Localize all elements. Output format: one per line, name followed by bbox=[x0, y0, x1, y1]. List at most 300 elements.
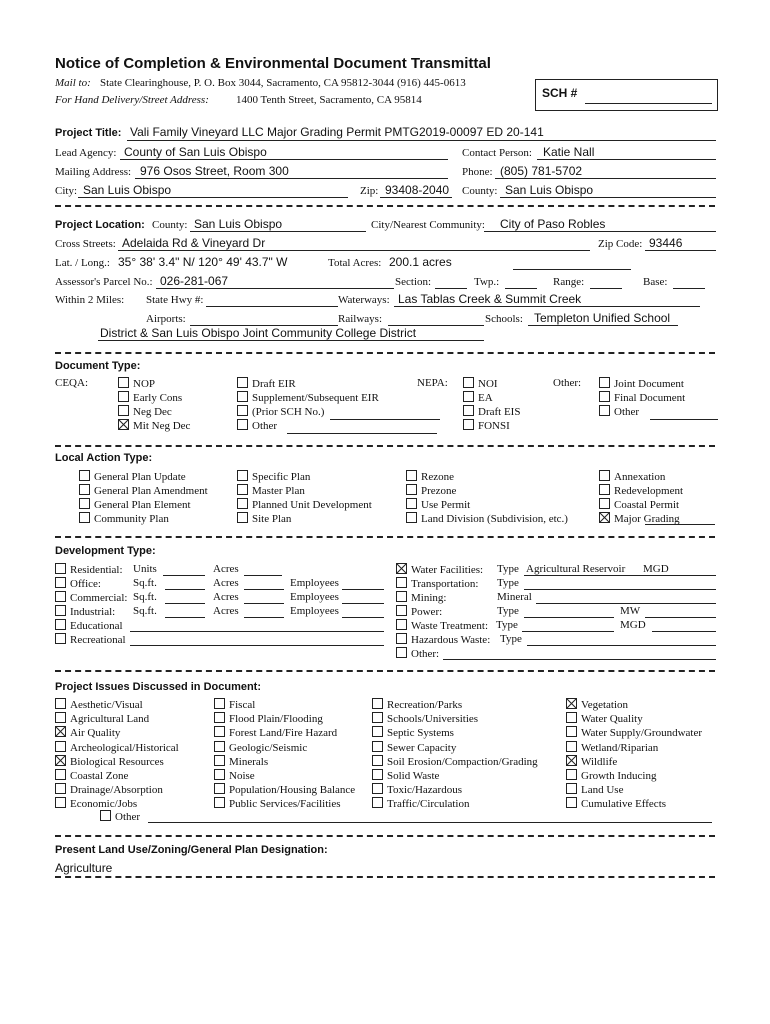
waterways-value[interactable]: Las Tablas Creek & Summit Creek bbox=[398, 292, 582, 306]
option-septic-systems[interactable] bbox=[372, 726, 454, 739]
master-plan-checkbox[interactable] bbox=[237, 484, 248, 495]
general-plan-element-checkbox[interactable] bbox=[79, 498, 90, 509]
within-2-miles-label: Within 2 Miles: bbox=[55, 294, 125, 306]
rezone-label: Rezone bbox=[421, 471, 454, 483]
total-acres-value[interactable]: 200.1 acres bbox=[389, 255, 452, 269]
option-draft-eir[interactable] bbox=[237, 377, 296, 390]
parcel-label: Assessor's Parcel No.: bbox=[55, 276, 153, 288]
dev-commercial[interactable]: Commercial: bbox=[55, 591, 127, 604]
power-type-label: Type bbox=[497, 605, 519, 617]
agricultural-land-label: Agricultural Land bbox=[70, 713, 150, 726]
fiscal-checkbox[interactable] bbox=[214, 698, 225, 709]
option-specific-plan[interactable] bbox=[237, 470, 310, 483]
land-use-value[interactable]: Agriculture bbox=[55, 861, 113, 875]
redevelopment-label: Redevelopment bbox=[614, 485, 684, 497]
issues-other[interactable]: Other bbox=[100, 810, 140, 823]
flood-plain-flooding-label: Flood Plain/Flooding bbox=[229, 713, 323, 726]
project-issues-heading: Project Issues Discussed in Document: bbox=[55, 681, 262, 693]
lead-agency-value[interactable]: County of San Luis Obispo bbox=[124, 145, 267, 159]
general-plan-update-label: General Plan Update bbox=[94, 471, 186, 483]
waste-type-field[interactable] bbox=[522, 631, 614, 632]
base-field[interactable] bbox=[673, 288, 705, 289]
draft-eir-checkbox[interactable] bbox=[237, 377, 248, 388]
zip-code-value[interactable]: 93446 bbox=[649, 236, 683, 250]
mining-checkbox[interactable] bbox=[396, 591, 407, 602]
dev-residential[interactable]: Residential: bbox=[55, 563, 123, 576]
option-site-plan[interactable] bbox=[237, 512, 291, 525]
section-field[interactable] bbox=[435, 288, 467, 289]
commercial-employees-field[interactable] bbox=[342, 603, 384, 604]
waste-mgd-label: MGD bbox=[620, 619, 646, 631]
option-wildlife[interactable] bbox=[566, 755, 617, 768]
option-final-document[interactable] bbox=[599, 391, 685, 404]
dev-water-facilities[interactable]: Water Facilities: bbox=[396, 563, 483, 576]
doc-other-field[interactable] bbox=[650, 419, 718, 420]
wildlife-checkbox[interactable] bbox=[566, 755, 577, 766]
option-toxic-hazardous[interactable] bbox=[372, 783, 462, 796]
commercial-employees-label: Employees bbox=[290, 591, 339, 603]
option-rezone[interactable] bbox=[406, 470, 454, 483]
option-ea[interactable] bbox=[463, 391, 493, 404]
industrial-acres-label: Acres bbox=[213, 605, 239, 617]
transportation-type-field[interactable] bbox=[524, 589, 716, 590]
water-facilities-checkbox[interactable] bbox=[396, 563, 407, 574]
option-air-quality[interactable] bbox=[55, 726, 120, 739]
land-use-checkbox[interactable] bbox=[566, 783, 577, 794]
other-label: Other bbox=[614, 406, 640, 418]
option-water-quality[interactable] bbox=[566, 712, 643, 725]
cross-streets-label: Cross Streets: bbox=[55, 238, 116, 250]
ceqa-other-field[interactable] bbox=[287, 433, 437, 434]
option-schools-universities[interactable] bbox=[372, 712, 478, 725]
flood-plain-flooding-checkbox[interactable] bbox=[214, 712, 225, 723]
hand-delivery-address: 1400 Tenth Street, Sacramento, CA 95814 bbox=[236, 94, 422, 106]
zip-label: Zip: bbox=[360, 185, 379, 197]
solid-waste-checkbox[interactable] bbox=[372, 769, 383, 780]
option-noise[interactable] bbox=[214, 769, 255, 782]
hazardous-type-field[interactable] bbox=[527, 645, 716, 646]
community-plan-checkbox[interactable] bbox=[79, 512, 90, 523]
section-divider bbox=[55, 835, 715, 837]
educational-field[interactable] bbox=[130, 631, 384, 632]
option-prezone[interactable] bbox=[406, 484, 456, 497]
water-mgd-label: MGD bbox=[643, 563, 669, 575]
population-housing-balance-label: Population/Housing Balance bbox=[229, 784, 356, 797]
recreation-parks-label: Recreation/Parks bbox=[387, 699, 463, 711]
waste-mgd-field[interactable] bbox=[652, 631, 716, 632]
option-other[interactable] bbox=[599, 405, 639, 418]
public-services-facilities-label: Public Services/Facilities bbox=[229, 798, 341, 811]
mineral-field[interactable] bbox=[536, 603, 716, 604]
option-growth-inducing[interactable] bbox=[566, 769, 656, 782]
power-mw-field[interactable] bbox=[645, 617, 716, 618]
option-biological-resources[interactable] bbox=[55, 755, 164, 768]
use-permit-checkbox[interactable] bbox=[406, 498, 417, 509]
hazardous-waste-checkbox[interactable] bbox=[396, 633, 407, 644]
solid-waste-label: Solid Waste bbox=[387, 770, 440, 782]
residential-checkbox[interactable] bbox=[55, 563, 66, 574]
wetland-riparian-checkbox[interactable] bbox=[566, 741, 577, 752]
waste-treatment-checkbox[interactable] bbox=[396, 619, 407, 630]
state-hwy-field[interactable] bbox=[206, 306, 338, 307]
growth-inducing-label: Growth Inducing bbox=[581, 770, 657, 782]
commercial-acres-field[interactable] bbox=[244, 603, 284, 604]
option-land-division-subdivision-etc[interactable] bbox=[406, 512, 568, 525]
section-divider bbox=[55, 352, 715, 354]
dev-waste-treatment[interactable]: Waste Treatment: bbox=[396, 619, 488, 632]
neg-dec-checkbox[interactable] bbox=[118, 405, 129, 416]
option-annexation[interactable] bbox=[599, 470, 665, 483]
county-label: County: bbox=[462, 185, 498, 197]
other-label: Other bbox=[252, 420, 278, 432]
draft-eis-checkbox[interactable] bbox=[463, 405, 474, 416]
vegetation-label: Vegetation bbox=[581, 699, 629, 711]
issues-other-field[interactable] bbox=[148, 822, 712, 823]
sch-number-field[interactable] bbox=[585, 103, 712, 104]
noi-checkbox[interactable] bbox=[463, 377, 474, 388]
mailing-address-value[interactable]: 976 Osos Street, Room 300 bbox=[140, 164, 289, 178]
option-geologic-seismic[interactable] bbox=[214, 741, 307, 754]
final-document-checkbox[interactable] bbox=[599, 391, 610, 402]
form-title: Notice of Completion & Environmental Document Transmittal bbox=[55, 55, 491, 72]
sch-label: SCH # bbox=[542, 86, 578, 100]
forest-land-fire-hazard-label: Forest Land/Fire Hazard bbox=[229, 727, 338, 740]
geologic-seismic-checkbox[interactable] bbox=[214, 741, 225, 752]
land-use-heading: Present Land Use/Zoning/General Plan Designation: bbox=[55, 844, 328, 856]
ea-label: EA bbox=[478, 392, 493, 404]
public-services-facilities-checkbox[interactable] bbox=[214, 797, 225, 808]
general-plan-amendment-label: General Plan Amendment bbox=[94, 485, 208, 497]
minerals-checkbox[interactable] bbox=[214, 755, 225, 766]
dev-mining[interactable]: Mining: bbox=[396, 591, 446, 604]
option-prior-sch-no[interactable] bbox=[237, 405, 324, 418]
nepa-label: NEPA: bbox=[417, 377, 448, 389]
coastal-zone-checkbox[interactable] bbox=[55, 769, 66, 780]
forest-land-fire-hazard-checkbox[interactable] bbox=[214, 726, 225, 737]
option-public-services-facilities[interactable] bbox=[214, 797, 341, 810]
office-employees-label: Employees bbox=[290, 577, 339, 589]
agricultural-land-checkbox[interactable] bbox=[55, 712, 66, 723]
land-division-subdivision-etc-checkbox[interactable] bbox=[406, 512, 417, 523]
project-location-label: Project Location: bbox=[55, 219, 145, 231]
option-fiscal[interactable] bbox=[214, 698, 255, 711]
general-plan-update-checkbox[interactable] bbox=[79, 470, 90, 481]
use-permit-label: Use Permit bbox=[421, 499, 471, 511]
dev-office[interactable]: Office: bbox=[55, 577, 101, 590]
res-acres-label: Acres bbox=[213, 563, 239, 575]
state-hwy-label: State Hwy #: bbox=[146, 294, 204, 306]
power-checkbox[interactable] bbox=[396, 605, 407, 616]
cumulative-effects-checkbox[interactable] bbox=[566, 797, 577, 808]
water-quality-label: Water Quality bbox=[581, 713, 643, 726]
commercial-sqft-field[interactable] bbox=[165, 603, 205, 604]
dev-other[interactable]: Other: bbox=[396, 647, 439, 660]
specific-plan-label: Specific Plan bbox=[252, 471, 311, 483]
section-divider bbox=[55, 445, 715, 447]
recreational-checkbox[interactable] bbox=[55, 633, 66, 644]
option-land-use[interactable] bbox=[566, 783, 623, 796]
option-joint-document[interactable] bbox=[599, 377, 684, 390]
land-use-label: Land Use bbox=[581, 784, 624, 797]
early-cons-label: Early Cons bbox=[133, 392, 183, 404]
recreational-field[interactable] bbox=[130, 645, 384, 646]
nop-checkbox[interactable] bbox=[118, 377, 129, 388]
twp-field[interactable] bbox=[505, 288, 537, 289]
ceqa-label: CEQA: bbox=[55, 377, 88, 389]
air-quality-label: Air Quality bbox=[70, 727, 121, 740]
septic-systems-checkbox[interactable] bbox=[372, 726, 383, 737]
fonsi-label: FONSI bbox=[478, 420, 510, 432]
sewer-capacity-checkbox[interactable] bbox=[372, 741, 383, 752]
dev-hazardous-waste[interactable]: Hazardous Waste: bbox=[396, 633, 490, 646]
option-general-plan-update[interactable] bbox=[79, 470, 186, 483]
supplement-subsequent-eir-checkbox[interactable] bbox=[237, 391, 248, 402]
option-aesthetic-visual[interactable] bbox=[55, 698, 143, 711]
prior-sch-no-checkbox[interactable] bbox=[237, 405, 248, 416]
drainage-absorption-checkbox[interactable] bbox=[55, 783, 66, 794]
commercial-sqft-label: Sq.ft. bbox=[133, 591, 157, 603]
option-minerals[interactable] bbox=[214, 755, 268, 768]
office-sqft-field[interactable] bbox=[165, 589, 205, 590]
option-neg-dec[interactable] bbox=[118, 405, 172, 418]
joint-document-checkbox[interactable] bbox=[599, 377, 610, 388]
commercial-acres-label: Acres bbox=[213, 591, 239, 603]
geologic-seismic-label: Geologic/Seismic bbox=[229, 741, 308, 754]
city-value[interactable]: San Luis Obispo bbox=[83, 183, 172, 197]
option-redevelopment[interactable] bbox=[599, 484, 683, 497]
option-general-plan-amendment[interactable] bbox=[79, 484, 208, 497]
option-fonsi[interactable] bbox=[463, 419, 510, 432]
dev-transportation[interactable]: Transportation: bbox=[396, 577, 478, 590]
major-grading-checkbox[interactable] bbox=[599, 512, 610, 523]
option-economic-jobs[interactable] bbox=[55, 797, 137, 810]
wildlife-label: Wildlife bbox=[581, 755, 618, 768]
water-supply-groundwater-checkbox[interactable] bbox=[566, 726, 577, 737]
option-coastal-permit[interactable] bbox=[599, 498, 679, 511]
biological-resources-checkbox[interactable] bbox=[55, 755, 66, 766]
toxic-hazardous-checkbox[interactable] bbox=[372, 783, 383, 794]
fiscal-label: Fiscal bbox=[229, 699, 256, 711]
prezone-label: Prezone bbox=[421, 485, 457, 497]
cross-streets-value[interactable]: Adelaida Rd & Vineyard Dr bbox=[122, 236, 266, 250]
draft-eis-label: Draft EIS bbox=[478, 406, 521, 418]
water-type-label: Type bbox=[497, 563, 519, 575]
lat-long-value[interactable]: 35° 38' 3.4" N/ 120° 49' 43.7" W bbox=[118, 255, 288, 269]
educational-checkbox[interactable] bbox=[55, 619, 66, 630]
prior-sch-field[interactable] bbox=[330, 419, 440, 420]
draft-eir-label: Draft EIR bbox=[252, 378, 296, 390]
dev-recreational[interactable]: Recreational bbox=[55, 633, 126, 646]
dev-industrial[interactable]: Industrial: bbox=[55, 605, 115, 618]
section-divider bbox=[55, 205, 715, 207]
schools-value-cont[interactable]: District & San Luis Obispo Joint Community College District bbox=[100, 326, 417, 340]
mail-to-label: Mail to: bbox=[55, 77, 91, 89]
noise-checkbox[interactable] bbox=[214, 769, 225, 780]
option-master-plan[interactable] bbox=[237, 484, 305, 497]
coastal-permit-checkbox[interactable] bbox=[599, 498, 610, 509]
option-archeological-historical[interactable] bbox=[55, 741, 179, 754]
option-sewer-capacity[interactable] bbox=[372, 741, 456, 754]
range-field[interactable] bbox=[590, 288, 622, 289]
option-draft-eis[interactable] bbox=[463, 405, 520, 418]
other-checkbox[interactable] bbox=[599, 405, 610, 416]
location-county-label: County: bbox=[152, 219, 188, 231]
general-plan-element-label: General Plan Element bbox=[94, 499, 191, 511]
option-early-cons[interactable] bbox=[118, 391, 182, 404]
option-nop[interactable] bbox=[118, 377, 155, 390]
option-wetland-riparian[interactable] bbox=[566, 741, 658, 754]
dev-power[interactable]: Power: bbox=[396, 605, 442, 618]
option-drainage-absorption[interactable] bbox=[55, 783, 163, 796]
option-traffic-circulation[interactable] bbox=[372, 797, 470, 810]
option-soil-erosion-compaction-grading[interactable] bbox=[372, 755, 538, 768]
option-general-plan-element[interactable] bbox=[79, 498, 191, 511]
schools-label: Schools: bbox=[485, 313, 523, 325]
railways-label: Railways: bbox=[338, 313, 382, 325]
air-quality-checkbox[interactable] bbox=[55, 726, 66, 737]
land-division-subdivision-etc-label: Land Division (Subdivision, etc.) bbox=[421, 513, 568, 525]
section-label: Section: bbox=[395, 276, 432, 288]
waste-type-label: Type bbox=[496, 619, 518, 631]
section-divider bbox=[55, 670, 715, 672]
phone-label: Phone: bbox=[462, 166, 493, 178]
option-mit-neg-dec[interactable] bbox=[118, 419, 190, 432]
option-population-housing-balance[interactable] bbox=[214, 783, 355, 796]
res-acres-field[interactable] bbox=[244, 575, 282, 576]
option-agricultural-land[interactable] bbox=[55, 712, 149, 725]
project-title-value[interactable]: Vali Family Vineyard LLC Major Grading Permit PMTG2019-00097 ED 20-141 bbox=[130, 125, 544, 139]
soil-erosion-compaction-grading-label: Soil Erosion/Compaction/Grading bbox=[387, 755, 538, 768]
growth-inducing-checkbox[interactable] bbox=[566, 769, 577, 780]
units-label: Units bbox=[133, 563, 157, 575]
nearest-community-value[interactable]: City of Paso Robles bbox=[500, 217, 606, 231]
office-checkbox[interactable] bbox=[55, 577, 66, 588]
office-acres-field[interactable] bbox=[244, 589, 284, 590]
economic-jobs-label: Economic/Jobs bbox=[70, 798, 138, 811]
base-label: Base: bbox=[643, 276, 668, 288]
office-employees-field[interactable] bbox=[342, 589, 384, 590]
development-type-heading: Development Type: bbox=[55, 545, 156, 557]
ea-checkbox[interactable] bbox=[463, 391, 474, 402]
fonsi-checkbox[interactable] bbox=[463, 419, 474, 430]
recreation-parks-checkbox[interactable] bbox=[372, 698, 383, 709]
schools-value[interactable]: Templeton Unified School bbox=[534, 311, 671, 325]
option-vegetation[interactable] bbox=[566, 698, 628, 711]
transportation-type-label: Type bbox=[497, 577, 519, 589]
nop-label: NOP bbox=[133, 378, 156, 390]
neg-dec-label: Neg Dec bbox=[133, 406, 172, 418]
rezone-checkbox[interactable] bbox=[406, 470, 417, 481]
transportation-checkbox[interactable] bbox=[396, 577, 407, 588]
industrial-sqft-field[interactable] bbox=[165, 617, 205, 618]
lat-long-label: Lat. / Long.: bbox=[55, 257, 110, 269]
planned-unit-development-checkbox[interactable] bbox=[237, 498, 248, 509]
contact-person-value[interactable]: Katie Nall bbox=[543, 145, 595, 159]
option-forest-land-fire-hazard[interactable] bbox=[214, 726, 337, 739]
option-recreation-parks[interactable] bbox=[372, 698, 462, 711]
location-county-value[interactable]: San Luis Obispo bbox=[194, 217, 283, 231]
water-type-value[interactable]: Agricultural Reservoir bbox=[526, 563, 626, 575]
industrial-employees-field[interactable] bbox=[342, 617, 384, 618]
industrial-sqft-label: Sq.ft. bbox=[133, 605, 157, 617]
contact-person-label: Contact Person: bbox=[462, 147, 532, 159]
industrial-acres-field[interactable] bbox=[244, 617, 284, 618]
parcel-value[interactable]: 026-281-067 bbox=[160, 274, 229, 288]
option-supplement-subsequent-eir[interactable] bbox=[237, 391, 379, 404]
specific-plan-checkbox[interactable] bbox=[237, 470, 248, 481]
option-use-permit[interactable] bbox=[406, 498, 470, 511]
dev-educational[interactable]: Educational bbox=[55, 619, 123, 632]
commercial-checkbox[interactable] bbox=[55, 591, 66, 602]
power-type-field[interactable] bbox=[524, 617, 614, 618]
archeological-historical-checkbox[interactable] bbox=[55, 741, 66, 752]
water-quality-checkbox[interactable] bbox=[566, 712, 577, 723]
site-plan-label: Site Plan bbox=[252, 513, 292, 525]
site-plan-checkbox[interactable] bbox=[237, 512, 248, 523]
industrial-employees-label: Employees bbox=[290, 605, 339, 617]
mit-neg-dec-checkbox[interactable] bbox=[118, 419, 129, 430]
vegetation-checkbox[interactable] bbox=[566, 698, 577, 709]
dev-other-field[interactable] bbox=[443, 659, 716, 660]
redevelopment-checkbox[interactable] bbox=[599, 484, 610, 495]
other-doc-label: Other: bbox=[553, 377, 582, 389]
county-value[interactable]: San Luis Obispo bbox=[505, 183, 594, 197]
option-flood-plain-flooding[interactable] bbox=[214, 712, 323, 725]
prezone-checkbox[interactable] bbox=[406, 484, 417, 495]
economic-jobs-checkbox[interactable] bbox=[55, 797, 66, 808]
option-coastal-zone[interactable] bbox=[55, 769, 128, 782]
range-label: Range: bbox=[553, 276, 585, 288]
final-document-label: Final Document bbox=[614, 392, 686, 404]
major-grading-label: Major Grading bbox=[614, 513, 680, 525]
phone-value[interactable]: (805) 781-5702 bbox=[500, 164, 583, 178]
schools-universities-checkbox[interactable] bbox=[372, 712, 383, 723]
industrial-checkbox[interactable] bbox=[55, 605, 66, 616]
zip-value[interactable]: 93408-2040 bbox=[385, 183, 450, 197]
option-other[interactable] bbox=[237, 419, 277, 432]
coastal-permit-label: Coastal Permit bbox=[614, 499, 680, 511]
dev-other-checkbox[interactable] bbox=[396, 647, 407, 658]
water-supply-groundwater-label: Water Supply/Groundwater bbox=[581, 727, 702, 740]
aesthetic-visual-checkbox[interactable] bbox=[55, 698, 66, 709]
biological-resources-label: Biological Resources bbox=[70, 755, 164, 768]
option-water-supply-groundwater[interactable] bbox=[566, 726, 702, 739]
option-community-plan[interactable] bbox=[79, 512, 169, 525]
traffic-circulation-checkbox[interactable] bbox=[372, 797, 383, 808]
option-planned-unit-development[interactable] bbox=[237, 498, 372, 511]
annexation-checkbox[interactable] bbox=[599, 470, 610, 481]
option-noi[interactable] bbox=[463, 377, 498, 390]
option-solid-waste[interactable] bbox=[372, 769, 439, 782]
prior-sch-no-label: (Prior SCH No.) bbox=[252, 406, 325, 418]
mail-to-address: State Clearinghouse, P. O. Box 3044, Sacramento, CA 95812-3044 (916) 445-0613 bbox=[100, 77, 466, 89]
issues-other-checkbox[interactable] bbox=[100, 810, 111, 821]
planned-unit-development-label: Planned Unit Development bbox=[252, 499, 372, 511]
soil-erosion-compaction-grading-checkbox[interactable] bbox=[372, 755, 383, 766]
general-plan-amendment-checkbox[interactable] bbox=[79, 484, 90, 495]
drainage-absorption-label: Drainage/Absorption bbox=[70, 784, 163, 797]
section-divider bbox=[55, 876, 715, 878]
units-field[interactable] bbox=[163, 575, 205, 576]
office-acres-label: Acres bbox=[213, 577, 239, 589]
total-acres-label: Total Acres: bbox=[328, 257, 382, 269]
other-checkbox[interactable] bbox=[237, 419, 248, 430]
early-cons-checkbox[interactable] bbox=[118, 391, 129, 402]
option-cumulative-effects[interactable] bbox=[566, 797, 666, 810]
population-housing-balance-checkbox[interactable] bbox=[214, 783, 225, 794]
traffic-circulation-label: Traffic/Circulation bbox=[387, 798, 470, 811]
hazardous-type-label: Type bbox=[500, 633, 522, 645]
